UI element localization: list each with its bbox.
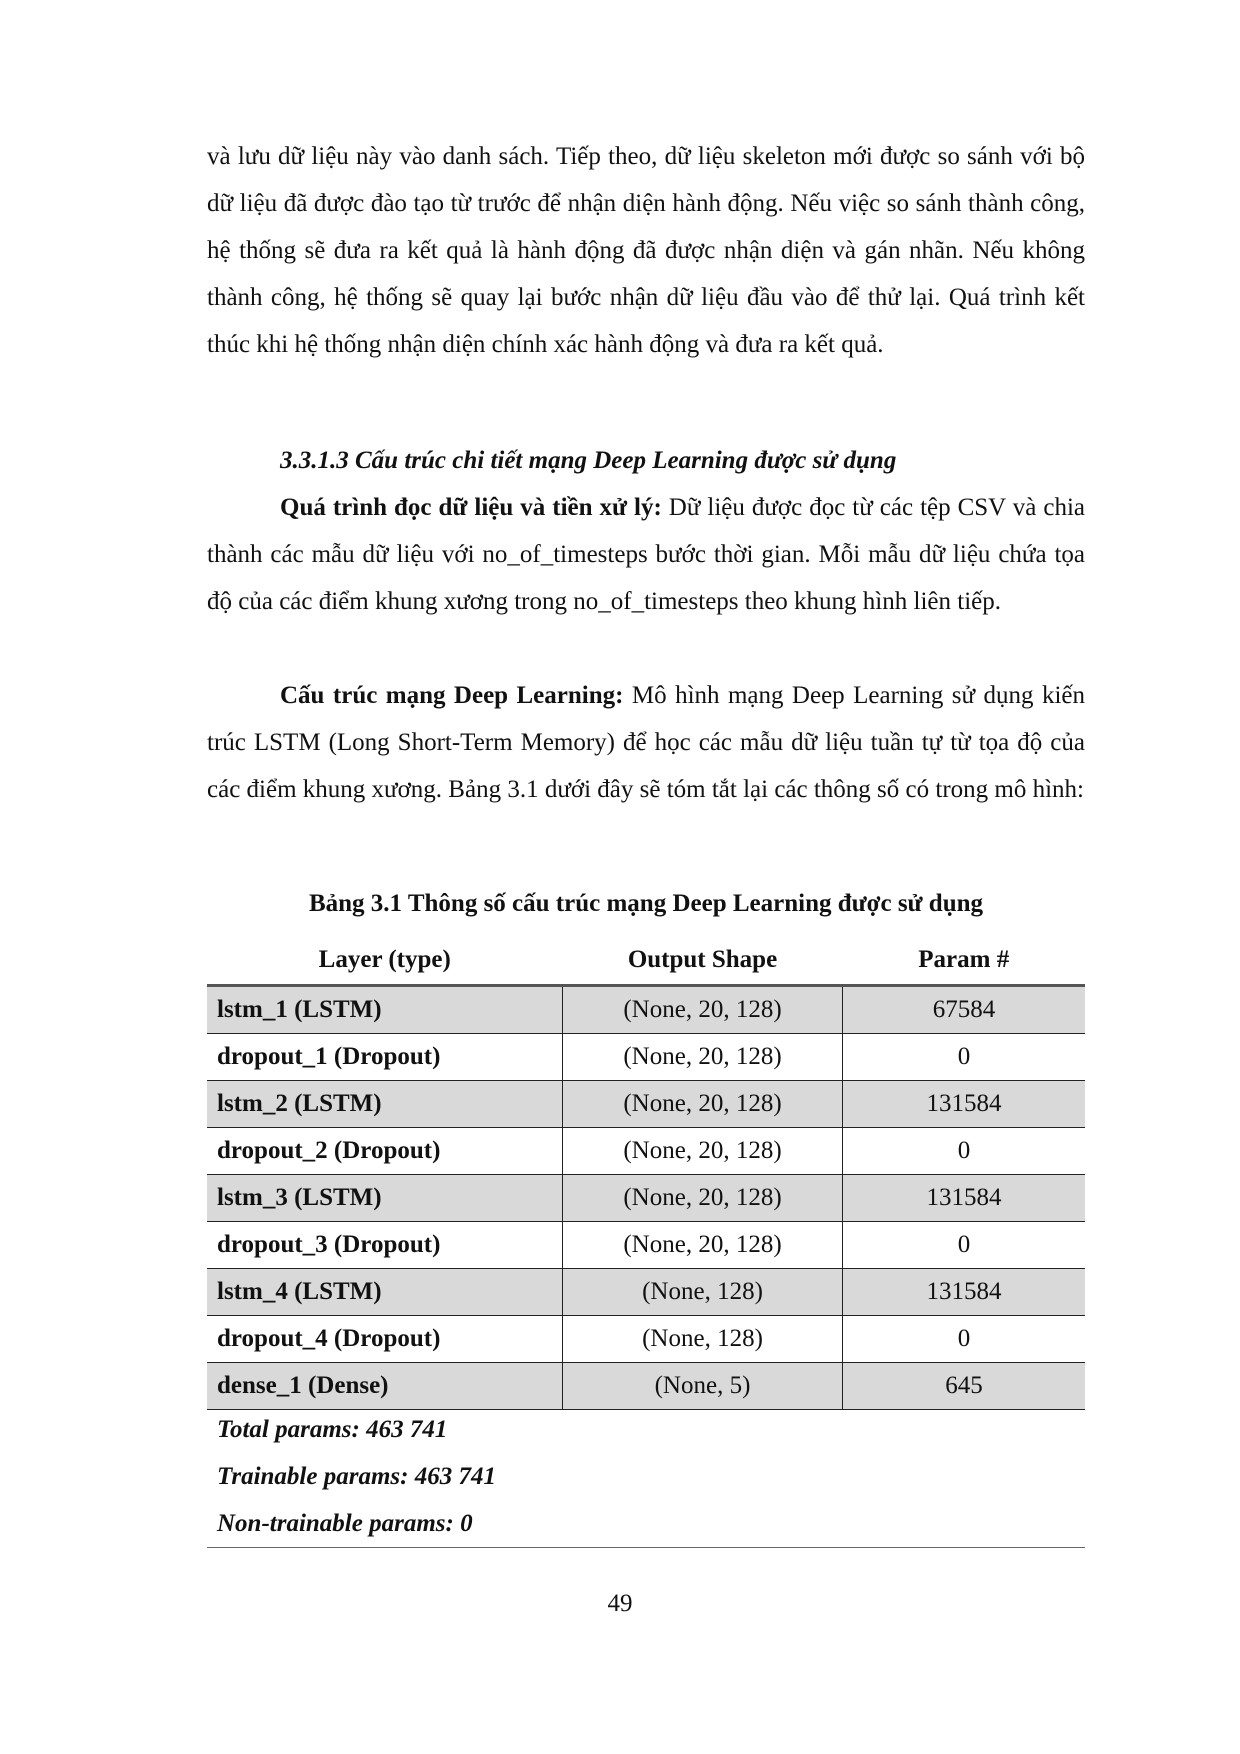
output-shape: (None, 20, 128) (563, 1128, 843, 1175)
table-header-row (207, 935, 1085, 986)
data-reading-lead: Quá trình đọc dữ liệu và tiền xử lý: (280, 494, 662, 521)
table-row (207, 1222, 1085, 1269)
output-shape: (None, 20, 128) (563, 1034, 843, 1081)
trainable-params: Trainable params: 463 741 (217, 1463, 496, 1490)
output-shape: (None, 128) (563, 1316, 843, 1363)
param-count: 645 (843, 1363, 1086, 1410)
table-row (207, 1363, 1085, 1410)
table-row (207, 1175, 1085, 1222)
header-output-shape: Output Shape (563, 935, 843, 986)
page-number: 49 (607, 1590, 633, 1617)
network-structure-lead: Cấu trúc mạng Deep Learning: (280, 682, 624, 709)
output-shape: (None, 20, 128) (563, 1175, 843, 1222)
section-heading: 3.3.1.3 Cấu trúc chi tiết mạng Deep Learning được sử dụng (280, 447, 897, 474)
table-row (207, 1081, 1085, 1128)
param-count: 0 (843, 1034, 1086, 1081)
output-shape: (None, 20, 128) (563, 986, 843, 1034)
layer-name: lstm_3 (LSTM) (207, 1175, 563, 1222)
table-caption: Bảng 3.1 Thông số cấu trúc mạng Deep Learning được sử dụng (308, 890, 984, 917)
table-row (207, 986, 1085, 1034)
total-params: Total params: 463 741 (217, 1416, 448, 1443)
param-count: 131584 (843, 1175, 1086, 1222)
layer-name: lstm_2 (LSTM) (207, 1081, 563, 1128)
intro-paragraph: và lưu dữ liệu này vào danh sách. Tiếp theo, dữ liệu skeleton mới được so sánh với bộ dữ liệu đã được đào tạo từ trước để nhận diện hành động. Nếu việc so sánh thành công, hệ thống sẽ đưa ra kết quả là hành động đã được nhận diện và gán nhãn. Nếu không thành công, hệ thống sẽ quay lại bước nhận dữ liệu đầu vào để thử lại. Quá trình kết thúc khi hệ thống nhận diện chính xác hành động và đưa ra kết quả. (207, 143, 1085, 358)
non-trainable-params: Non-trainable params: 0 (217, 1510, 473, 1537)
layer-name: lstm_1 (LSTM) (207, 986, 563, 1034)
data-reading-text: Dữ liệu được đọc từ các tệp CSV và chia thành các mẫu dữ liệu với no_of_timesteps bước thời gian. Mỗi mẫu dữ liệu chứa tọa độ của các điểm khung xương trong no_of_timesteps theo khung hình liên tiếp. (207, 494, 1085, 615)
layer-name: lstm_4 (LSTM) (207, 1269, 563, 1316)
layer-name: dense_1 (Dense) (207, 1363, 563, 1410)
param-count: 0 (843, 1316, 1086, 1363)
param-count: 131584 (843, 1269, 1086, 1316)
output-shape: (None, 20, 128) (563, 1222, 843, 1269)
layer-name: dropout_3 (Dropout) (207, 1222, 563, 1269)
header-layer-type: Layer (type) (207, 935, 563, 986)
header-param-count: Param # (843, 935, 1086, 986)
output-shape: (None, 20, 128) (563, 1081, 843, 1128)
table-row (207, 1316, 1085, 1363)
output-shape: (None, 5) (563, 1363, 843, 1410)
output-shape: (None, 128) (563, 1269, 843, 1316)
table-row (207, 1034, 1085, 1081)
param-count: 67584 (843, 986, 1086, 1034)
layer-name: dropout_2 (Dropout) (207, 1128, 563, 1175)
params-summary (207, 1406, 1085, 1548)
param-count: 0 (843, 1128, 1086, 1175)
layer-name: dropout_4 (Dropout) (207, 1316, 563, 1363)
network-structure-paragraph (207, 672, 1085, 813)
table-row (207, 1128, 1085, 1175)
param-count: 0 (843, 1222, 1086, 1269)
data-reading-paragraph (207, 484, 1085, 625)
layer-name: dropout_1 (Dropout) (207, 1034, 563, 1081)
param-count: 131584 (843, 1081, 1086, 1128)
model-parameters-table (207, 935, 1085, 1410)
table-row (207, 1269, 1085, 1316)
network-structure-text: Mô hình mạng Deep Learning sử dụng kiến trúc LSTM (Long Short-Term Memory) để học các mẫu dữ liệu tuần tự từ tọa độ của các điểm khung xương. Bảng 3.1 dưới đây sẽ tóm tắt lại các thông số có trong mô hình: (207, 682, 1085, 803)
